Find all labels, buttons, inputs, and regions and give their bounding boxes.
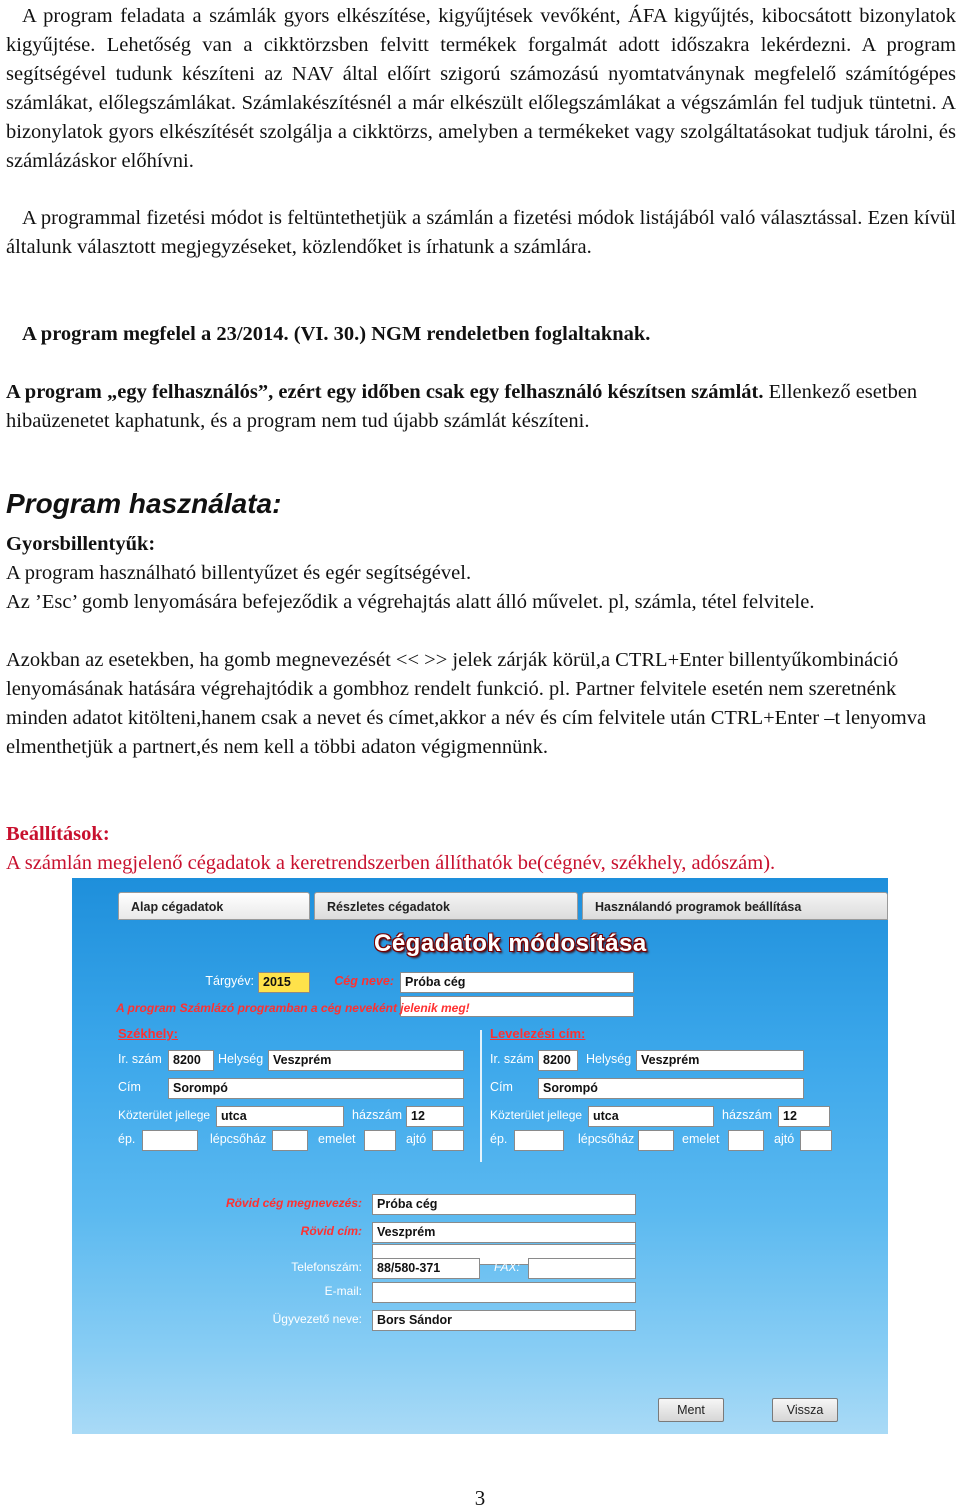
rovid-cegnev-input[interactable]: Próba cég bbox=[372, 1194, 636, 1215]
telefon-input[interactable]: 88/580-371 bbox=[372, 1258, 480, 1279]
left-cim-label: Cím bbox=[118, 1080, 141, 1094]
right-hazszam-label: házszám bbox=[722, 1108, 773, 1122]
company-name-note: A program Számlázó programban a cég neveként jelenik meg! bbox=[116, 1001, 470, 1015]
subheading-shortcuts: Gyorsbillentyűk: bbox=[6, 533, 156, 555]
telefon-label: Telefonszám: bbox=[291, 1260, 362, 1274]
left-hazszam-label: házszám bbox=[352, 1108, 403, 1122]
left-helyseg-label: Helység bbox=[218, 1052, 264, 1066]
ugyvezeto-label: Ügyvezető neve: bbox=[272, 1312, 362, 1326]
left-emelet-label: emelet bbox=[318, 1132, 356, 1146]
left-ep-label: ép. bbox=[118, 1132, 136, 1146]
paragraph-intro: A program feladata a számlák gyors elkészítése, kigyűjtések vevőként, ÁFA kigyűjtés, kibocsátott bizonylatok kigyűjtése. Lehetőség van a cikktörzsben felvitt termékek forgalmát adott időszakra lekérdezni. A program segítségével tudunk készíteni az NAV által előírt szigorú számozású nyomtatványnak megfelelő számítógépes számlákat, előlegszámlákat. Számlakészítésnél a már elkészült előlegszámlákat a végszámlán fel tudjuk tüntetni. A bizonylatok gyors elkészítését szolgálja a cikktörzs, amelyben a termékeket vagy szolgáltatásokat tudjuk tárolni, és számlázáskor előhívni. bbox=[6, 5, 956, 172]
left-kozterulet-input[interactable]: utca bbox=[216, 1106, 344, 1127]
save-button[interactable]: Ment bbox=[658, 1398, 724, 1422]
left-lepcsohaz-input[interactable] bbox=[272, 1130, 308, 1151]
ceg-neve-input[interactable]: Próba cég bbox=[400, 972, 634, 993]
left-ajto-input[interactable] bbox=[432, 1130, 464, 1151]
right-ajto-input[interactable] bbox=[800, 1130, 832, 1151]
right-ep-label: ép. bbox=[490, 1132, 508, 1146]
right-emelet-label: emelet bbox=[682, 1132, 720, 1146]
tab-detailed-company-data[interactable]: Részletes cégadatok bbox=[314, 892, 578, 920]
rovid-cim-input[interactable]: Veszprém bbox=[372, 1222, 636, 1243]
right-lepcsohaz-input[interactable] bbox=[638, 1130, 674, 1151]
tab-program-settings[interactable]: Használandó programok beállítása bbox=[582, 892, 888, 920]
left-lepcsohaz-label: lépcsőház bbox=[210, 1132, 267, 1146]
right-ajto-label: ajtó bbox=[774, 1132, 795, 1146]
rovid-cim-label: Rövid cím: bbox=[300, 1224, 362, 1238]
rovid-cegnev-label: Rövid cég megnevezés: bbox=[225, 1196, 362, 1210]
targyev-input[interactable]: 2015 bbox=[258, 972, 310, 993]
left-irsz-label: Ir. szám bbox=[118, 1052, 162, 1066]
company-data-window bbox=[72, 878, 888, 1434]
section-heading-usage: Program használata: bbox=[6, 488, 282, 519]
single-user-rest: Ellenkező esetben hibaüzenetet kaphatunk, és a program nem tud újabb számlát készíteni. bbox=[6, 381, 918, 432]
right-irsz-label: Ir. szám bbox=[490, 1052, 534, 1066]
left-helyseg-input[interactable]: Veszprém bbox=[268, 1050, 464, 1071]
ceg-neve-label: Cég neve: bbox=[334, 974, 394, 988]
right-emelet-input[interactable] bbox=[728, 1130, 764, 1151]
right-ep-input[interactable] bbox=[514, 1130, 564, 1151]
right-hazszam-input[interactable]: 12 bbox=[778, 1106, 830, 1127]
mailing-section-title: Levelezési cím: bbox=[490, 1026, 586, 1041]
seat-section-title: Székhely: bbox=[118, 1026, 178, 1041]
right-helyseg-label: Helység bbox=[586, 1052, 632, 1066]
line-settings: A számlán megjelenő cégadatok a keretrendszerben állíthatók be(cégnév, székhely, adószám). bbox=[6, 852, 776, 874]
left-ajto-label: ajtó bbox=[406, 1132, 427, 1146]
window-title: Cégadatok módosítása bbox=[374, 930, 647, 957]
subheading-settings: Beállítások: bbox=[6, 823, 110, 845]
right-cim-input[interactable]: Sorompó bbox=[538, 1078, 804, 1099]
email-label: E-mail: bbox=[324, 1284, 362, 1298]
paragraph-regulation: A program megfelel a 23/2014. (VI. 30.) NGM rendeletben foglaltaknak. bbox=[22, 323, 651, 345]
column-divider bbox=[480, 1030, 482, 1162]
targyev-label: Tárgyév: bbox=[205, 974, 254, 988]
left-ep-input[interactable] bbox=[142, 1130, 198, 1151]
paragraph-payment: A programmal fizetési módot is feltüntethetjük a számlán a fizetési módok listájából való választással. Ezen kívül általunk választott megjegyzéseket, közlendőket is írhatunk a számlára. bbox=[6, 207, 956, 258]
right-kozterulet-input[interactable]: utca bbox=[588, 1106, 714, 1127]
left-cim-input[interactable]: Sorompó bbox=[168, 1078, 464, 1099]
tab-basic-company-data[interactable]: Alap cégadatok bbox=[118, 892, 310, 920]
email-input[interactable] bbox=[372, 1282, 636, 1303]
right-irsz-input[interactable]: 8200 bbox=[538, 1050, 578, 1071]
fax-input[interactable] bbox=[528, 1258, 636, 1279]
single-user-bold: A program „egy felhasználós”, ezért egy időben csak egy felhasználó készítsen számlát. bbox=[6, 381, 764, 403]
right-helyseg-input[interactable]: Veszprém bbox=[636, 1050, 804, 1071]
back-button[interactable]: Vissza bbox=[772, 1398, 838, 1422]
line-ctrl-enter: Azokban az esetekben, ha gomb megnevezését << >> jelek zárják körül,a CTRL+Enter billentyűkombináció lenyomásának hatására végrehajtódik a gombhoz rendelt funkció. pl. Partner felvitele esetén nem szeretnénk minden adatot kitölteni,hanem csak a nevet és címet,akkor a név és cím felvitele után CTRL+Enter –t lenyomva elmenthetjük a partnert,és nem kell a többi adaton végigmennünk. bbox=[6, 649, 927, 758]
right-kozterulet-label: Közterület jellege bbox=[490, 1108, 583, 1122]
left-irsz-input[interactable]: 8200 bbox=[168, 1050, 214, 1071]
line-keyboard: A program használható billentyűzet és egér segítségével. bbox=[6, 562, 472, 584]
left-hazszam-input[interactable]: 12 bbox=[406, 1106, 464, 1127]
fax-label: FAX: bbox=[494, 1260, 520, 1274]
right-lepcsohaz-label: lépcsőház bbox=[578, 1132, 635, 1146]
left-emelet-input[interactable] bbox=[364, 1130, 396, 1151]
ugyvezeto-input[interactable]: Bors Sándor bbox=[372, 1310, 636, 1331]
left-kozterulet-label: Közterület jellege bbox=[118, 1108, 211, 1122]
page-number: 3 bbox=[474, 1486, 486, 1510]
right-cim-label: Cím bbox=[490, 1080, 513, 1094]
line-esc: Az ’Esc’ gomb lenyomására befejeződik a végrehajtás alatt álló művelet. pl, számla, tétel felvitele. bbox=[6, 591, 815, 613]
paragraph-single-user bbox=[6, 378, 956, 436]
tab-bar bbox=[72, 892, 888, 922]
